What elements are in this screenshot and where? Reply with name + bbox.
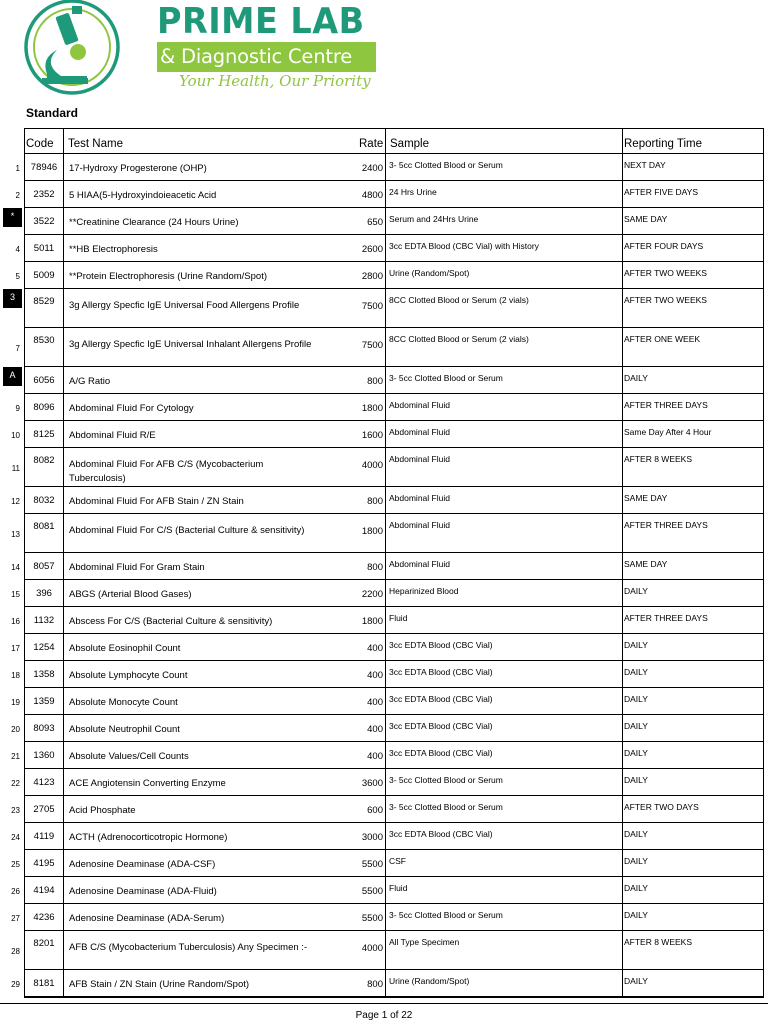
sample-type: 3- 5cc Clotted Blood or Serum bbox=[389, 160, 503, 170]
reporting-time: DAILY bbox=[624, 883, 648, 893]
sample-type: 3cc EDTA Blood (CBC Vial) bbox=[389, 640, 493, 650]
row-number: 11 bbox=[11, 464, 20, 473]
table-row bbox=[0, 235, 768, 262]
test-rate: 5500 bbox=[361, 886, 383, 897]
test-rate: 2200 bbox=[361, 589, 383, 600]
test-code: 8081 bbox=[33, 521, 55, 532]
test-rate: 4800 bbox=[361, 190, 383, 201]
table-row bbox=[0, 367, 768, 394]
test-code: 1254 bbox=[33, 642, 55, 653]
test-rate: 3600 bbox=[361, 778, 383, 789]
row-number: A bbox=[3, 367, 22, 386]
sample-type: 3cc EDTA Blood (CBC Vial) bbox=[389, 829, 493, 839]
test-code: 4119 bbox=[33, 831, 55, 842]
row-number: 20 bbox=[11, 725, 20, 734]
table-row bbox=[0, 394, 768, 421]
test-name: Adenosine Deaminase (ADA-Serum) bbox=[69, 913, 225, 924]
row-number: 28 bbox=[11, 947, 20, 956]
table-row bbox=[0, 553, 768, 580]
microscope-logo-icon bbox=[22, 0, 132, 100]
test-rate: 7500 bbox=[361, 340, 383, 351]
row-number: 7 bbox=[15, 344, 20, 353]
reporting-time: DAILY bbox=[624, 694, 648, 704]
test-rate: 2800 bbox=[361, 271, 383, 282]
test-name: Abscess For C/S (Bacterial Culture & sensitivity) bbox=[69, 616, 273, 627]
table-row bbox=[0, 487, 768, 514]
test-code: 8201 bbox=[33, 938, 55, 949]
test-name: Adenosine Deaminase (ADA-Fluid) bbox=[69, 886, 217, 897]
test-code: 2705 bbox=[33, 804, 55, 815]
column-divider bbox=[763, 128, 764, 997]
test-rate: 1600 bbox=[361, 430, 383, 441]
test-name: **Protein Electrophoresis (Urine Random/Spot) bbox=[69, 271, 268, 282]
header-test-name: Test Name bbox=[68, 138, 123, 150]
table-row bbox=[0, 514, 768, 553]
test-rate: 5500 bbox=[361, 859, 383, 870]
row-number: 3 bbox=[3, 289, 22, 308]
brand-name: PRIME LAB bbox=[157, 1, 365, 42]
table-row bbox=[0, 796, 768, 823]
sample-type: Fluid bbox=[389, 883, 408, 893]
row-number: 9 bbox=[15, 404, 20, 413]
reporting-time: DAILY bbox=[624, 748, 648, 758]
row-number: 21 bbox=[11, 752, 20, 761]
header-rate: Rate bbox=[359, 138, 384, 150]
sample-type: Heparinized Blood bbox=[389, 586, 459, 596]
test-name: AFB Stain / ZN Stain (Urine Random/Spot) bbox=[69, 979, 250, 990]
reporting-time: AFTER THREE DAYS bbox=[624, 400, 708, 410]
row-number: * bbox=[3, 208, 22, 227]
test-code: 5009 bbox=[33, 270, 55, 281]
test-code: 5011 bbox=[33, 243, 55, 254]
reporting-time: DAILY bbox=[624, 976, 648, 986]
row-number: 17 bbox=[11, 644, 20, 653]
test-name: 5 HIAA(5-Hydroxyindoieacetic Acid bbox=[69, 190, 217, 201]
row-number: 5 bbox=[15, 272, 20, 281]
sample-type: Abdominal Fluid bbox=[389, 427, 450, 437]
test-name: Abdominal Fluid For Gram Stain bbox=[69, 562, 205, 573]
reporting-time: Same Day After 4 Hour bbox=[624, 427, 712, 437]
table-row bbox=[0, 208, 768, 235]
test-rate: 400 bbox=[367, 751, 383, 762]
column-divider bbox=[385, 128, 386, 997]
test-rate: 2400 bbox=[361, 163, 383, 174]
test-code: 6056 bbox=[33, 375, 55, 386]
reporting-time: AFTER 8 WEEKS bbox=[624, 937, 693, 947]
table-row bbox=[0, 904, 768, 931]
test-name: Absolute Lymphocyte Count bbox=[69, 670, 188, 681]
sample-type: Serum and 24Hrs Urine bbox=[389, 214, 479, 224]
table-row bbox=[0, 154, 768, 181]
reporting-time: AFTER TWO WEEKS bbox=[624, 295, 707, 305]
sample-type: Urine (Random/Spot) bbox=[389, 976, 470, 986]
sample-type: 3cc EDTA Blood (CBC Vial) bbox=[389, 748, 493, 758]
table-row bbox=[0, 877, 768, 904]
row-number: 27 bbox=[11, 914, 20, 923]
reporting-time: DAILY bbox=[624, 829, 648, 839]
table-row bbox=[0, 823, 768, 850]
row-number: 16 bbox=[11, 617, 20, 626]
sample-type: Abdominal Fluid bbox=[389, 493, 450, 503]
test-name: ACTH (Adrenocorticotropic Hormone) bbox=[69, 832, 228, 843]
reporting-time: SAME DAY bbox=[624, 559, 668, 569]
test-name: Absolute Eosinophil Count bbox=[69, 643, 181, 654]
reporting-time: DAILY bbox=[624, 910, 648, 920]
header-reporting-time: Reporting Time bbox=[624, 138, 702, 150]
test-code: 1360 bbox=[33, 750, 55, 761]
test-code: 8096 bbox=[33, 402, 55, 413]
table-row bbox=[0, 262, 768, 289]
table-row bbox=[0, 688, 768, 715]
reporting-time: DAILY bbox=[624, 721, 648, 731]
test-code: 3522 bbox=[33, 216, 55, 227]
sample-type: Fluid bbox=[389, 613, 408, 623]
reporting-time: DAILY bbox=[624, 775, 648, 785]
sample-type: 8CC Clotted Blood or Serum (2 vials) bbox=[389, 334, 529, 344]
test-rate: 800 bbox=[367, 496, 383, 507]
test-name: Abdominal Fluid For AFB Stain / ZN Stain bbox=[69, 496, 244, 507]
table-row bbox=[0, 181, 768, 208]
reporting-time: AFTER TWO WEEKS bbox=[624, 268, 707, 278]
sample-type: Abdominal Fluid bbox=[389, 520, 450, 530]
test-name: 3g Allergy Specfic IgE Universal Food Allergens Profile bbox=[69, 300, 300, 311]
column-divider bbox=[24, 128, 25, 997]
sample-type: Abdominal Fluid bbox=[389, 559, 450, 569]
test-rate: 4000 bbox=[361, 943, 383, 954]
test-rate: 400 bbox=[367, 697, 383, 708]
row-number: 29 bbox=[11, 980, 20, 989]
reporting-time: AFTER FOUR DAYS bbox=[624, 241, 704, 251]
reporting-time: AFTER FIVE DAYS bbox=[624, 187, 698, 197]
test-name: 17-Hydroxy Progesterone (OHP) bbox=[69, 163, 207, 174]
test-rate: 2600 bbox=[361, 244, 383, 255]
test-code: 4195 bbox=[33, 858, 55, 869]
test-code: 2352 bbox=[33, 189, 55, 200]
test-rate: 3000 bbox=[361, 832, 383, 843]
table-row bbox=[0, 289, 768, 328]
sample-type: 3- 5cc Clotted Blood or Serum bbox=[389, 910, 503, 920]
column-divider bbox=[622, 128, 623, 997]
test-name: ABGS (Arterial Blood Gases) bbox=[69, 589, 192, 600]
test-rate: 4000 bbox=[361, 460, 383, 471]
sample-type: 3cc EDTA Blood (CBC Vial) bbox=[389, 721, 493, 731]
brand-logo bbox=[22, 0, 371, 100]
reporting-time: DAILY bbox=[624, 586, 648, 596]
table-row bbox=[0, 661, 768, 688]
test-code: 4236 bbox=[33, 912, 55, 923]
row-number: 12 bbox=[11, 497, 20, 506]
sample-type: 3cc EDTA Blood (CBC Vial) bbox=[389, 667, 493, 677]
table-row bbox=[0, 715, 768, 742]
test-name: **HB Electrophoresis bbox=[69, 244, 158, 255]
section-title: Standard bbox=[26, 106, 79, 120]
column-divider bbox=[63, 128, 64, 997]
page-number: Page 1 of 22 bbox=[355, 1010, 413, 1021]
test-code: 8181 bbox=[33, 978, 55, 989]
test-code: 8125 bbox=[33, 429, 55, 440]
test-rate: 1800 bbox=[361, 616, 383, 627]
test-name: Abdominal Fluid For Cytology bbox=[69, 403, 194, 414]
test-name: AFB C/S (Mycobacterium Tuberculosis) Any Specimen :- bbox=[69, 942, 308, 953]
row-number: 2 bbox=[15, 191, 20, 200]
row-number: 18 bbox=[11, 671, 20, 680]
table-rule bbox=[24, 128, 764, 129]
sample-type: 24 Hrs Urine bbox=[389, 187, 437, 197]
row-number: 19 bbox=[11, 698, 20, 707]
reporting-time: NEXT DAY bbox=[624, 160, 666, 170]
test-rate: 1800 bbox=[361, 403, 383, 414]
test-rate: 800 bbox=[367, 376, 383, 387]
test-code: 1358 bbox=[33, 669, 55, 680]
sample-type: 3- 5cc Clotted Blood or Serum bbox=[389, 373, 503, 383]
test-code: 8032 bbox=[33, 495, 55, 506]
table-row bbox=[0, 328, 768, 367]
table-row bbox=[0, 607, 768, 634]
sample-type: All Type Specimen bbox=[389, 937, 460, 947]
reporting-time: SAME DAY bbox=[624, 214, 668, 224]
reporting-time: AFTER ONE WEEK bbox=[624, 334, 701, 344]
test-rate: 5500 bbox=[361, 913, 383, 924]
test-name: Absolute Neutrophil Count bbox=[69, 724, 180, 735]
reporting-time: AFTER THREE DAYS bbox=[624, 613, 708, 623]
row-number: 15 bbox=[11, 590, 20, 599]
table-row bbox=[0, 742, 768, 769]
test-code: 8530 bbox=[33, 335, 55, 346]
test-name: ACE Angiotensin Converting Enzyme bbox=[69, 778, 226, 789]
brand-subtitle: & Diagnostic Centre bbox=[157, 42, 376, 72]
sample-type: Abdominal Fluid bbox=[389, 400, 450, 410]
test-rate: 600 bbox=[367, 805, 383, 816]
header-sample: Sample bbox=[390, 138, 429, 150]
test-name: Absolute Monocyte Count bbox=[69, 697, 178, 708]
test-name: Abdominal Fluid For C/S (Bacterial Culture & sensitivity) bbox=[69, 525, 305, 536]
reporting-time: DAILY bbox=[624, 373, 648, 383]
test-name: Abdominal Fluid R/E bbox=[69, 430, 156, 441]
table-row bbox=[0, 970, 768, 997]
reporting-time: AFTER THREE DAYS bbox=[624, 520, 708, 530]
test-code: 8529 bbox=[33, 296, 55, 307]
row-number: 26 bbox=[11, 887, 20, 896]
sample-type: 8CC Clotted Blood or Serum (2 vials) bbox=[389, 295, 529, 305]
test-name: Absolute Values/Cell Counts bbox=[69, 751, 189, 762]
sample-type: Abdominal Fluid bbox=[389, 454, 450, 464]
test-name: 3g Allergy Specfic IgE Universal Inhalant Allergens Profile bbox=[69, 339, 312, 350]
header-code: Code bbox=[26, 138, 54, 150]
reporting-time: DAILY bbox=[624, 667, 648, 677]
test-rate: 800 bbox=[367, 562, 383, 573]
row-number: 1 bbox=[15, 164, 20, 173]
row-number: 24 bbox=[11, 833, 20, 842]
table-row bbox=[0, 850, 768, 877]
row-number: 23 bbox=[11, 806, 20, 815]
test-code: 1359 bbox=[33, 696, 55, 707]
row-number: 10 bbox=[11, 431, 20, 440]
test-rate: 800 bbox=[367, 979, 383, 990]
test-rate: 650 bbox=[367, 217, 383, 228]
row-number: 25 bbox=[11, 860, 20, 869]
test-rate: 400 bbox=[367, 643, 383, 654]
test-code: 8082 bbox=[33, 455, 55, 466]
sample-type: 3- 5cc Clotted Blood or Serum bbox=[389, 802, 503, 812]
row-number: 13 bbox=[11, 530, 20, 539]
test-code: 4194 bbox=[33, 885, 55, 896]
test-code: 8057 bbox=[33, 561, 55, 572]
reporting-time: SAME DAY bbox=[624, 493, 668, 503]
test-code: 8093 bbox=[33, 723, 55, 734]
brand-tagline: Your Health, Our Priority bbox=[179, 72, 371, 90]
row-number: 4 bbox=[15, 245, 20, 254]
test-code: 78946 bbox=[30, 162, 58, 173]
row-number: 14 bbox=[11, 563, 20, 572]
test-name: Abdominal Fluid For AFB C/S (Mycobacterium Tuberculosis) bbox=[69, 459, 264, 484]
test-code: 1132 bbox=[33, 615, 55, 626]
table-row bbox=[0, 580, 768, 607]
sample-type: 3cc EDTA Blood (CBC Vial) bbox=[389, 694, 493, 704]
table-header bbox=[0, 128, 768, 154]
sample-type: CSF bbox=[389, 856, 406, 866]
test-rate: 7500 bbox=[361, 301, 383, 312]
sample-type: 3- 5cc Clotted Blood or Serum bbox=[389, 775, 503, 785]
reporting-time: AFTER TWO DAYS bbox=[624, 802, 699, 812]
table-row bbox=[0, 448, 768, 487]
table-bottom-rule bbox=[24, 997, 764, 998]
reporting-time: DAILY bbox=[624, 856, 648, 866]
sample-type: 3cc EDTA Blood (CBC Vial) with History bbox=[389, 241, 539, 251]
test-rate: 400 bbox=[367, 724, 383, 735]
test-name: A/G Ratio bbox=[69, 376, 111, 387]
test-code: 4123 bbox=[33, 777, 55, 788]
reporting-time: AFTER 8 WEEKS bbox=[624, 454, 693, 464]
table-row bbox=[0, 769, 768, 796]
table-row bbox=[0, 421, 768, 448]
sample-type: Urine (Random/Spot) bbox=[389, 268, 470, 278]
row-number: 22 bbox=[11, 779, 20, 788]
test-code: 396 bbox=[36, 588, 52, 599]
test-rate: 400 bbox=[367, 670, 383, 681]
table-row bbox=[0, 931, 768, 970]
footer-rule bbox=[0, 1003, 768, 1004]
test-name: **Creatinine Clearance (24 Hours Urine) bbox=[69, 217, 239, 228]
table-row bbox=[0, 634, 768, 661]
reporting-time: DAILY bbox=[624, 640, 648, 650]
test-name: Acid Phosphate bbox=[69, 805, 136, 816]
test-rate: 1800 bbox=[361, 526, 383, 537]
test-name: Adenosine Deaminase (ADA-CSF) bbox=[69, 859, 216, 870]
